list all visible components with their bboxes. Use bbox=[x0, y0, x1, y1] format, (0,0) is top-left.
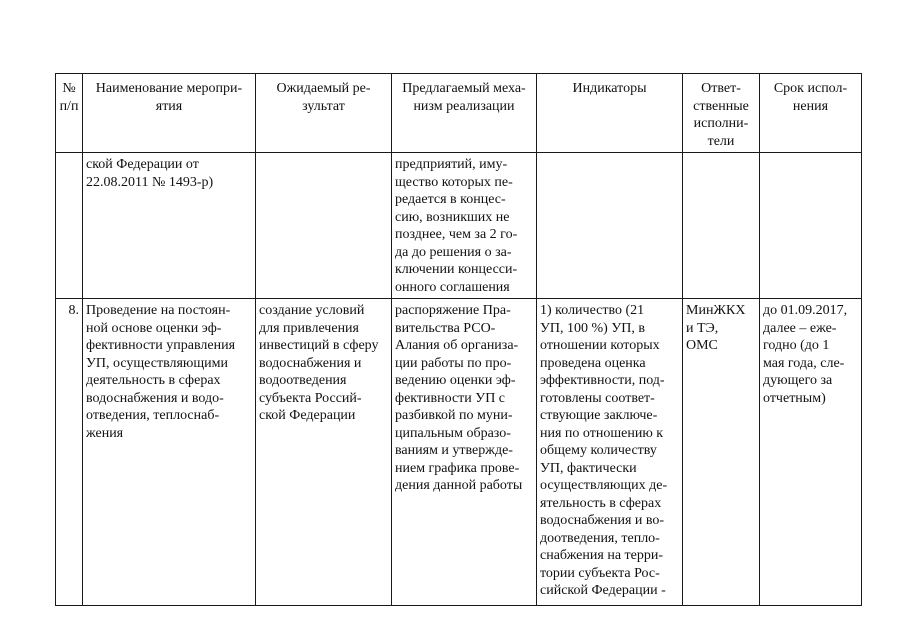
header-number: № п/п bbox=[56, 74, 83, 153]
cell-name: ской Федерации от 22.08.2011 № 1493-р) bbox=[83, 153, 256, 299]
cell-responsible: МинЖКХ и ТЭ, ОМС bbox=[683, 299, 760, 606]
cell-deadline: до 01.09.2017, далее – еже- годно (до 1 мая года, сле- дующего за отчетным) bbox=[760, 299, 862, 606]
table-header-row bbox=[56, 74, 862, 153]
header-mechanism: Предлагаемый меха- низм реализации bbox=[392, 74, 537, 153]
cell-responsible bbox=[683, 153, 760, 299]
header-deadline: Срок испол- нения bbox=[760, 74, 862, 153]
cell-number: 8. bbox=[56, 299, 83, 606]
table-row bbox=[56, 299, 862, 606]
cell-deadline bbox=[760, 153, 862, 299]
header-indicators: Индикаторы bbox=[537, 74, 683, 153]
cell-indicators: 1) количество (21 УП, 100 %) УП, в отношении которых проведена оценка эффективности, под- готовлены соответ- ствующие заключе- ния по отношению к общему количеству УП, фактически осуществляющих де- ятельность в сферах водоснабжения и во- доотведения, тепло- снабжения на терри- тории субъекта Рос- сийской Федерации - bbox=[537, 299, 683, 606]
cell-mechanism: распоряжение Пра- вительства РСО- Алания об организа- ции работы по про- ведению оценки эф- фективности УП с разбивкой по муни- ципальным образо- ваниям и утвержде- нием графика прове- дения данной работы bbox=[392, 299, 537, 606]
cell-result: создание условий для привлечения инвестиций в сферу водоснабжения и водоотведения субъекта Россий- ской Федерации bbox=[256, 299, 392, 606]
cell-number bbox=[56, 153, 83, 299]
cell-mechanism: предприятий, иму- щество которых пе- редается в концес- сию, возникших не позднее, чем за 2 го- да до решения о за- ключении концесси- онного соглашения bbox=[392, 153, 537, 299]
cell-result bbox=[256, 153, 392, 299]
cell-name: Проведение на постоян- ной основе оценки эф- фективности управления УП, осуществляющими деятельность в сферах водоснабжения и водо- отведения, теплоснаб- жения bbox=[83, 299, 256, 606]
header-name: Наименование меропри- ятия bbox=[83, 74, 256, 153]
table-row bbox=[56, 153, 862, 299]
cell-indicators bbox=[537, 153, 683, 299]
header-responsible: Ответ- ственные исполни- тели bbox=[683, 74, 760, 153]
measures-table bbox=[55, 73, 862, 606]
header-result: Ожидаемый ре- зультат bbox=[256, 74, 392, 153]
